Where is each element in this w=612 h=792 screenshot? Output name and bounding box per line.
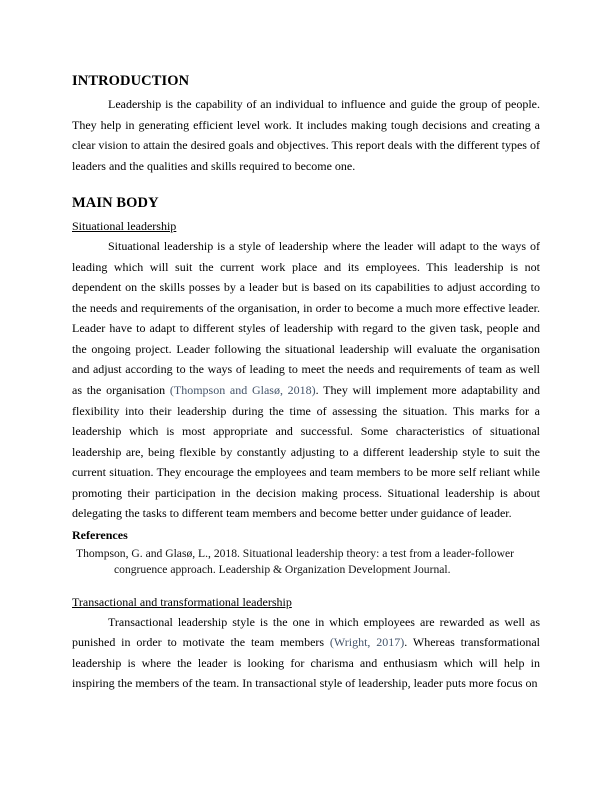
situational-leadership-subheading: Situational leadership: [72, 219, 177, 234]
paragraph-text: Transactional leadership style is the one in which employees are rewarded as well as punished in order to motivate the team members: [72, 614, 540, 650]
introduction-heading: INTRODUCTION: [72, 73, 190, 89]
paragraph-text: Situational leadership is a style of leadership where the leader will adapt to the ways of leading which will suit the current work place and its employees. This leadership is not dependent on the skills posses by a leader but is based on its capabilities to adjust according to the needs and requirements of the organisation, in order to become a much more effective leader. Leader have to adapt to different styles of leadership with regard to the given task, people and the ongoing project. Leader following the situational leadership will evaluate the organisation and adjust according to the ways of leading to meet the needs and requirements of team as well as the organisation: [72, 239, 540, 398]
paragraph-text: . Whereas transformational leadership is where the leader is looking for charisma and enthusiasm which will help in inspiring the members of the team. In transactional style of leadership, leader puts more focus on: [72, 635, 540, 691]
situational-leadership-paragraph: [72, 236, 540, 524]
references-heading: References: [72, 527, 128, 542]
paragraph-text: . They will implement more adaptability and flexibility into their leadership during the time of assessing the situation. This marks for a leadership which is most appropriate and successful. Some characteristics of situational leadership are, being flexible by constantly adjusting to a different leadership style to suit the current situation. They encourage the employees and team members to be more self reliant while promoting their participation in the decision making process. Situational leadership is about delegating the tasks to different team members and become better under guidance of leader.: [72, 383, 540, 521]
page-content: [72, 72, 540, 694]
citation: (Wright, 2017): [329, 635, 405, 650]
main-body-heading: MAIN BODY: [72, 195, 159, 212]
introduction-paragraph: Leadership is the capability of an individual to influence and guide the group of people. They help in generating efficient level work. It includes making tough decisions and creating a clear vision to attain the desired goals and objectives. This report deals with the different types of leaders and the qualities and skills required to become one.: [72, 97, 540, 173]
transactional-leadership-subheading: Transactional and transformational leadership: [72, 594, 292, 609]
transactional-leadership-paragraph: [72, 612, 540, 694]
reference-item: Thompson, G. and Glasø, L., 2018. Situational leadership theory: a test from a leader-follower congruence approach. Leadership & Organization Development Journal.: [76, 546, 514, 576]
citation: (Thompson and Glasø, 2018): [169, 383, 316, 398]
